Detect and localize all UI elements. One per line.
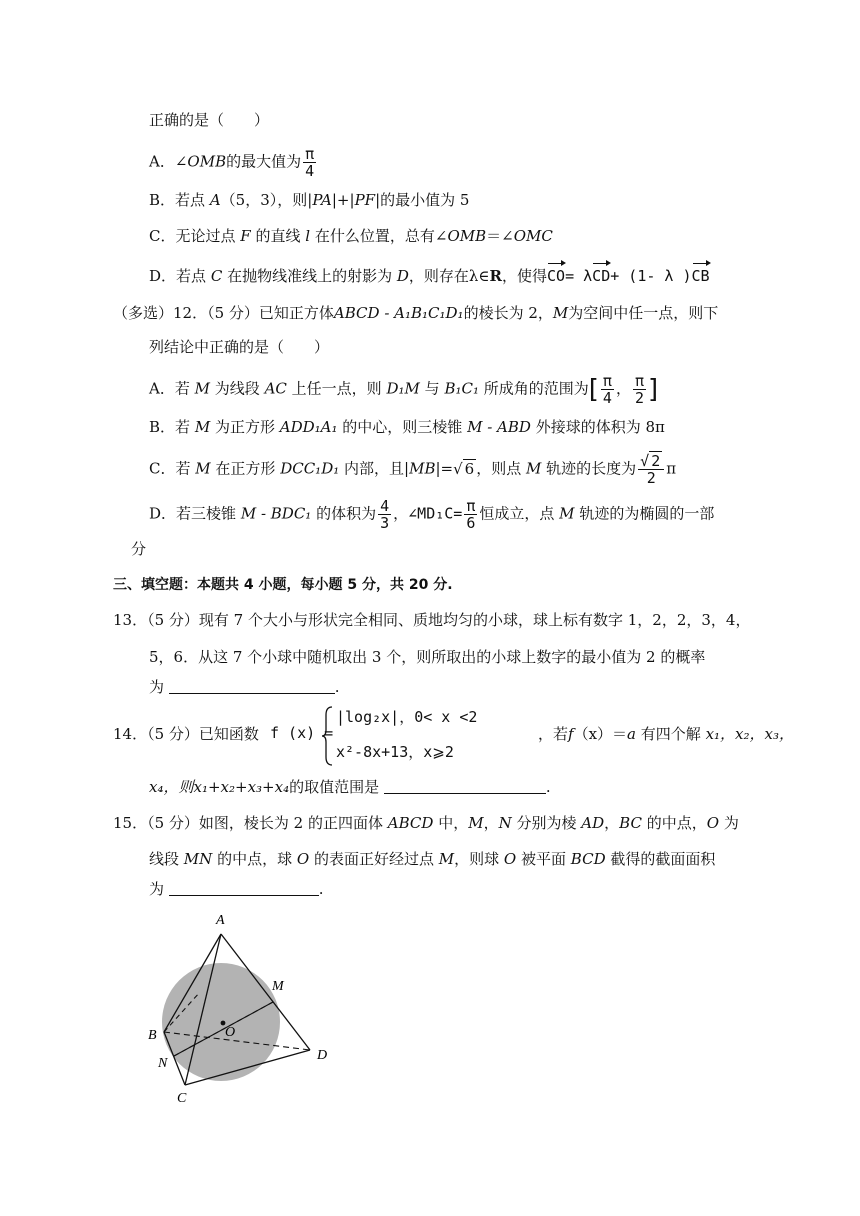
q11-d-d: D [396, 267, 409, 285]
q11-d-eq: = λ [565, 267, 593, 285]
q14-x: （x）＝ [573, 725, 628, 743]
q14-range-text: 的取值范围是 [289, 778, 380, 796]
label-c: C [177, 1091, 187, 1106]
q14-fx: f (x) = [270, 724, 334, 742]
q11-b-post: |的最小值为 5 [375, 191, 470, 209]
q11-b-mid: |+| [331, 191, 355, 209]
q12-d-mid: 的体积为 [316, 504, 377, 523]
q14-a: a [627, 725, 636, 743]
q14-f: f [568, 725, 574, 743]
q12-line1 [113, 302, 719, 324]
q15-l2c: 的表面正好经过点 [313, 850, 434, 868]
label-d: D [317, 1048, 328, 1063]
q12-c-m2: M [526, 459, 542, 478]
q14-case1: |log₂x|，0< x <2 [336, 708, 478, 726]
q12-d-frac2 [464, 498, 477, 531]
q12-d-angle: ，∠MD₁C= [393, 504, 463, 523]
q15-l2a: 线段 [149, 850, 180, 868]
q12-line2: 列结论中正确的是（ ） [149, 338, 330, 356]
q12-a-m: M [194, 379, 210, 398]
frac-den: 6 [466, 514, 476, 532]
frac-num: 4 [380, 497, 390, 515]
q15-sep: ， [483, 814, 499, 832]
frac-num: π [634, 372, 644, 390]
q14-line2 [149, 776, 551, 798]
q15-m2: M [438, 850, 455, 868]
q12-a-mid2: 上任一点，则 [291, 379, 382, 398]
q11-b-pf: PF [354, 191, 376, 209]
q15-line1 [113, 812, 739, 834]
q12-b-post: 外接球的体积为 8π [535, 418, 665, 436]
q15-line2 [149, 848, 715, 870]
q11-b-pa: PA [312, 191, 332, 209]
q13-line2: 5，6．从这 7 个小球中随机取出 3 个，则所取出的小球上数字的最小值为 2 的概率 [149, 648, 706, 666]
q12-b-mid: 为正方形 [214, 418, 275, 436]
q15-ad: AD [581, 814, 605, 832]
frac-den: 4 [602, 389, 612, 407]
q12-d-post2: 轨迹的为椭圆的一部 [579, 504, 715, 523]
q12-a-mid3: 与 [424, 379, 440, 398]
q11-d-post: ，则存在λ∈ [408, 267, 490, 285]
q12-b-m: M [194, 418, 211, 436]
q12-text-c: 为空间中任一点，则下 [568, 304, 719, 322]
q12-b-mid2: 的中心，则三棱锥 [342, 418, 463, 436]
q11-a-text2: 的最大值为 [226, 152, 302, 171]
frac-den: 4 [305, 162, 315, 180]
q14-tail [538, 723, 794, 745]
q14-post2: 有四个解 [640, 725, 701, 743]
q13-wei: 为 [149, 678, 165, 696]
label-o: O [225, 1025, 236, 1040]
q11-b-point: A [209, 191, 221, 209]
q12-d-post: 恒成立，点 [479, 504, 555, 523]
vector-cb: CB [692, 262, 710, 287]
q15-text-d: 的中点， [646, 814, 707, 832]
q15-sep2: ， [604, 814, 620, 832]
q12-a-post: 所成角的范围为 [483, 379, 589, 398]
q12-c-mid3: |= [435, 459, 454, 478]
q11-c-post: 在什么位置，总有∠ [314, 227, 448, 245]
q11-c-mid: 的直线 [255, 227, 301, 245]
q12-c-mid: 在正方形 [215, 459, 276, 478]
q13-line3 [149, 676, 340, 698]
brace-icon [320, 705, 334, 767]
section-heading: 三、填空题：本题共 4 小题，每小题 5 分，共 20 分. [113, 577, 453, 593]
q15-mn: MN [183, 850, 213, 868]
q11-c-l: l [305, 227, 311, 245]
q12-a-d1m: D₁M [386, 379, 420, 398]
q12-b-text: B．若 [149, 418, 191, 436]
q14-sum: x₁+x₂+x₃+x₄ [193, 778, 290, 796]
sqrt-6: √ 6 [453, 459, 475, 478]
q15-l2e: 被平面 [521, 850, 567, 868]
label-a: A [216, 913, 225, 928]
q12-d-wrap: 分 [131, 540, 147, 558]
q11-c-text: C．无论过点 [149, 227, 236, 245]
q11-a-var: OMB [187, 152, 227, 171]
q11-a-text: A．∠ [149, 152, 188, 171]
q11-option-b [149, 189, 469, 211]
q15-o: O [706, 814, 720, 832]
q15-l2b: 的中点，球 [217, 850, 293, 868]
frac-num: π [466, 497, 476, 515]
q14-x4: x₄，则 [149, 778, 194, 796]
q12-tag: （多选） [113, 304, 174, 322]
q12-b-face: ADD₁A₁ [279, 418, 338, 436]
q15-text-b: 中， [438, 814, 469, 832]
q12-a-ac: AC [264, 379, 287, 398]
q15-o2: O [296, 850, 310, 868]
q15-bc: BC [619, 814, 642, 832]
q15-m: M [468, 814, 484, 832]
sqrt-radicand: 6 [464, 459, 475, 478]
q12-a-b1c1: B₁C₁ [444, 379, 479, 398]
q11-d-r: R [489, 267, 502, 285]
frac-den: 2 [634, 389, 644, 407]
q12-a-text: A．若 [149, 379, 190, 398]
q11-c-f: F [240, 227, 251, 245]
q12-text: 12．（5 分）已知正方体 [173, 304, 334, 322]
q12-option-a: A．若 M 为线段 AC 上任一点，则 D₁M 与 B₁C₁ 所成角的范围为[ $\frac{\pi}{4}$ ， $\frac{\pi}{2}$ ] [149, 372, 659, 407]
q13-end: . [334, 678, 340, 696]
q12-c-face: DCC₁D₁ [280, 459, 340, 478]
q15-wei: 为 [149, 880, 165, 898]
q12-d-text: D．若三棱锥 [149, 504, 237, 523]
q11-b-text: B．若点 [149, 191, 206, 209]
label-m: M [272, 979, 284, 994]
q12-c-text: C．若 [149, 459, 191, 478]
q11-d-tail: ，使得 [502, 267, 548, 285]
q15-o3: O [503, 850, 517, 868]
q15-answer-blank[interactable] [169, 895, 319, 896]
q12-d-m: M [559, 504, 575, 523]
q12-a-frac2 [633, 373, 646, 406]
q14-pre: 14．（5 分）已知函数 [113, 725, 259, 743]
q15-l2d: ，则球 [454, 850, 500, 868]
q11-c-eq: ＝∠ [486, 227, 514, 245]
vector-cd: CD [592, 262, 610, 287]
q12-c-mid4: ，则点 [476, 459, 522, 478]
q11-d-plus: + (1- λ ) [610, 267, 692, 285]
q11-c-omb: OMB [447, 227, 487, 245]
q15-text-e: 为 [723, 814, 739, 832]
q14-post: ，若 [538, 725, 569, 743]
q12-a-frac1 [601, 373, 614, 406]
q12-m: M [552, 304, 569, 322]
q12-cube: ABCD - A₁B₁C₁D₁ [333, 304, 464, 322]
q14-answer-blank[interactable] [384, 793, 546, 794]
frac-den: 3 [380, 514, 390, 532]
q11-option-a [149, 146, 318, 179]
label-b: B [148, 1028, 157, 1043]
q12-c-mb: MB [409, 459, 436, 478]
label-n: N [158, 1056, 168, 1071]
q12-option-d [149, 498, 714, 531]
frac-den: 2 [646, 469, 656, 487]
q15-bcd: BCD [570, 850, 606, 868]
frac-num: π [602, 372, 612, 390]
q12-c-pi: π [666, 459, 677, 478]
q15-text: 15．（5 分）如图，棱长为 2 的正四面体 [113, 814, 383, 832]
q11-b-coords: （5，3），则| [220, 191, 313, 209]
sqrt-radicand: 2 [651, 452, 661, 470]
q11-d-text: D．若点 [149, 267, 207, 285]
q12-c-mid2: 内部，且| [344, 459, 410, 478]
vector-co: CO [547, 262, 565, 287]
q12-c-frac: $\frac{√ 2}{2}$ [638, 453, 664, 486]
q15-l2f: 截得的截面面积 [610, 850, 716, 868]
q11-stem-tail: 正确的是（ ） [149, 111, 270, 129]
q15-n: N [498, 814, 512, 832]
q13-line1: 13．（5 分）现有 7 个大小与形状完全相同、质地均匀的小球，球上标有数字 1，2，2，3，4， [113, 611, 751, 629]
q12-option-c [149, 453, 676, 486]
q12-option-b [149, 416, 665, 438]
q11-d-mid: 在抛物线准线上的射影为 [227, 267, 393, 285]
tetrahedron-figure [140, 900, 340, 1110]
q13-answer-blank[interactable] [169, 693, 335, 694]
frac-num: π [305, 145, 315, 163]
q12-a-mid: 为线段 [214, 379, 260, 398]
q12-b-pyr: M - ABD [467, 418, 531, 436]
q11-c-omc: OMC [513, 227, 553, 245]
q12-text-b: 的棱长为 2， [463, 304, 553, 322]
q12-d-frac1 [378, 498, 391, 531]
q12-c-post: 轨迹的长度为 [546, 459, 637, 478]
q15-text-c: 分别为棱 [516, 814, 577, 832]
q11-a-fraction [303, 146, 316, 179]
q14-case2: x²-8x+13，x⩾2 [336, 743, 454, 761]
q14-vars: x₁，x₂，x₃， [705, 725, 794, 743]
q11-d-c: C [210, 267, 223, 285]
q15-abcd: ABCD [387, 814, 434, 832]
q15-end: . [318, 880, 324, 898]
q12-d-pyr: M - BDC₁ [240, 504, 312, 523]
q11-option-c [149, 225, 553, 247]
q14-end: . [545, 778, 551, 796]
q15-line3 [149, 878, 324, 900]
q11-option-d [149, 262, 710, 287]
q12-c-m: M [195, 459, 211, 478]
